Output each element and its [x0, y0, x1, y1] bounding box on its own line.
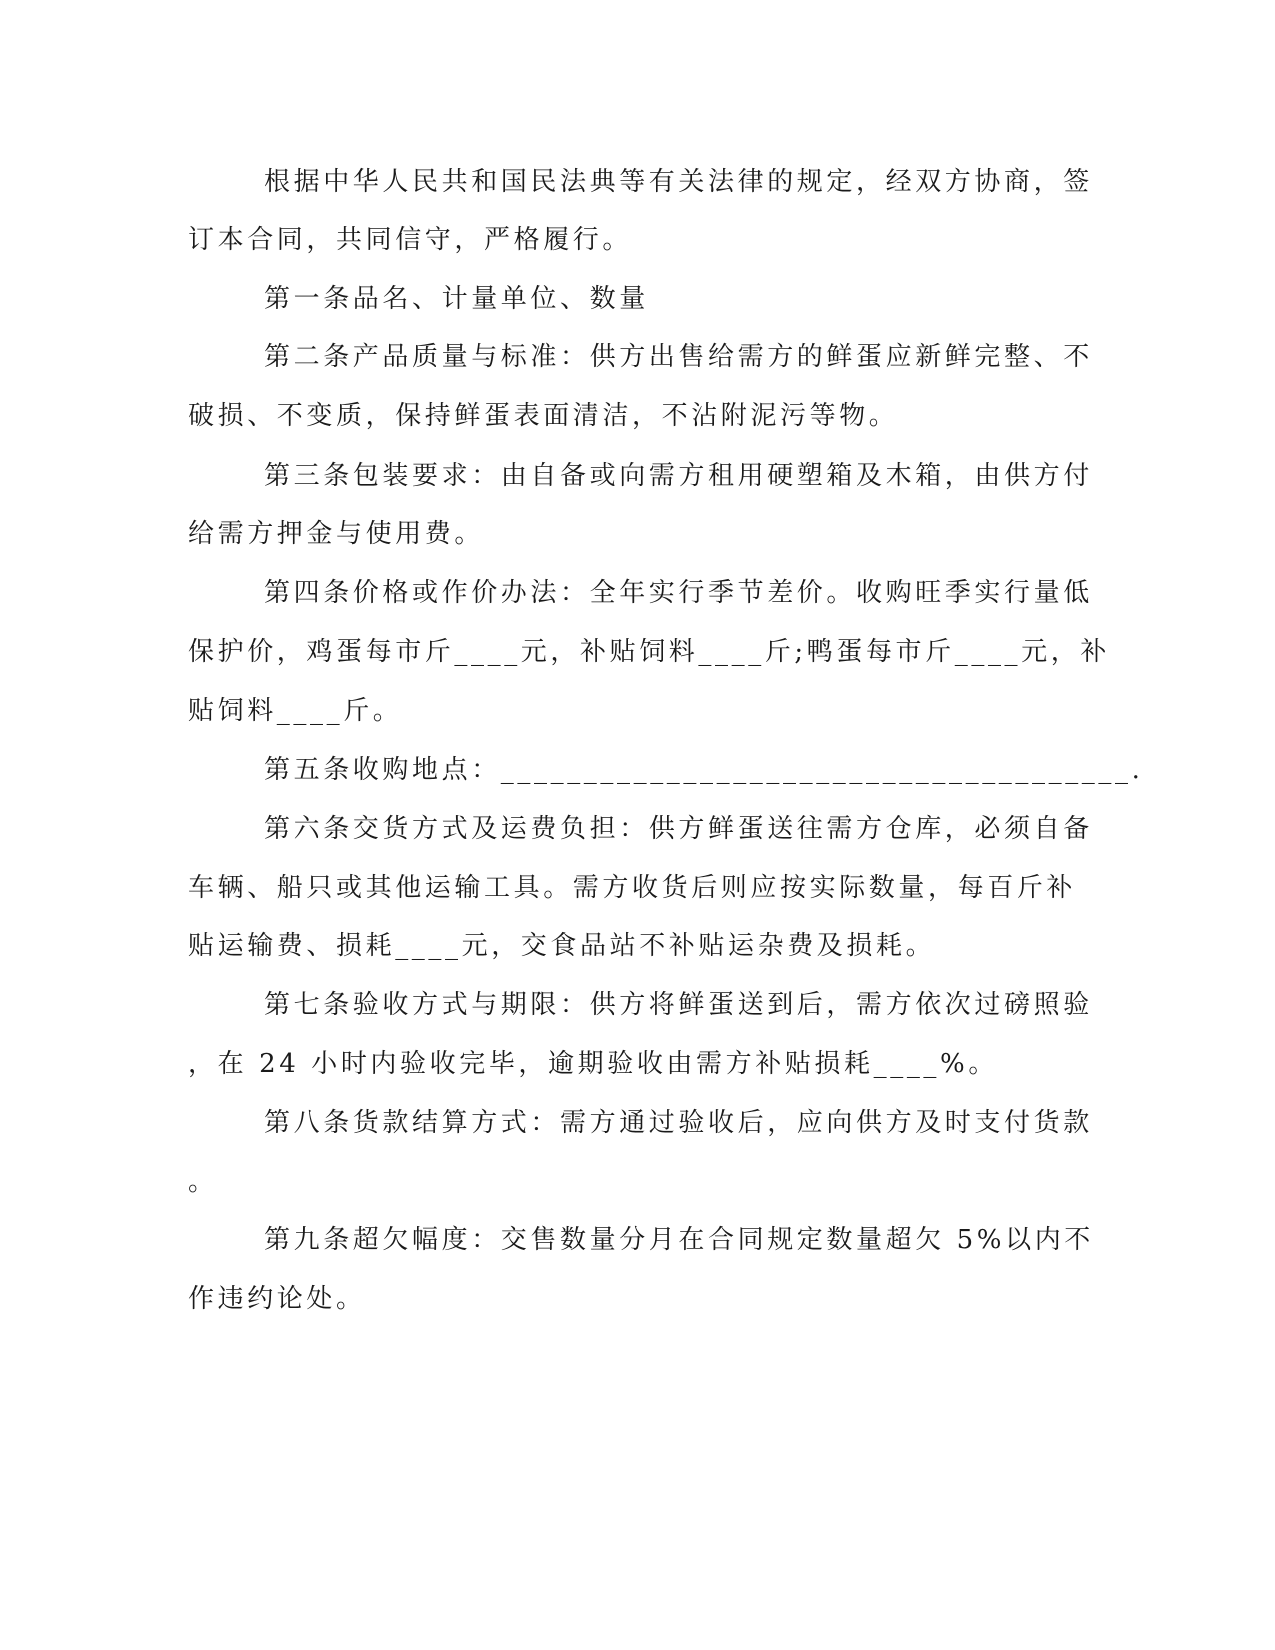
text-line: 第五条收购地点：______________________________________.: [264, 755, 1144, 785]
text-line: 。: [188, 1167, 218, 1197]
text-line: 第二条产品质量与标准：供方出售给需方的鲜蛋应新鲜完整、不: [264, 342, 1093, 372]
text-line: 保护价，鸡蛋每市斤____元，补贴饲料____斤;鸭蛋每市斤____元，补: [188, 637, 1110, 667]
text-line: 贴运输费、损耗____元，交食品站不补贴运杂费及损耗。: [188, 931, 936, 961]
text-line: 第八条货款结算方式：需方通过验收后，应向供方及时支付货款: [264, 1108, 1093, 1138]
text-line: 车辆、船只或其他运输工具。需方收货后则应按实际数量，每百斤补: [188, 873, 1077, 903]
text-line: 第三条包装要求：由自备或向需方租用硬塑箱及木箱，由供方付: [264, 461, 1093, 491]
text-line: 第六条交货方式及运费负担：供方鲜蛋送往需方仓库，必须自备: [264, 814, 1093, 844]
section-heading: 第一条品名、计量单位、数量: [264, 284, 649, 314]
text-line: ，在 24 小时内验收完毕，逾期验收由需方补贴损耗____%。: [188, 1049, 998, 1079]
text-line: 第四条价格或作价办法：全年实行季节差价。收购旺季实行量低: [264, 578, 1093, 608]
text-line: 给需方押金与使用费。: [188, 519, 485, 549]
text-line: 第九条超欠幅度：交售数量分月在合同规定数量超欠 5%以内不: [264, 1225, 1094, 1255]
text-line: 订本合同，共同信守，严格履行。: [188, 225, 633, 255]
text-line: 根据中华人民共和国民法典等有关法律的规定，经双方协商，签: [264, 167, 1093, 197]
text-line: 第七条验收方式与期限：供方将鲜蛋送到后，需方依次过磅照验: [264, 990, 1093, 1020]
text-line: 破损、不变质，保持鲜蛋表面清洁，不沾附泥污等物。: [188, 401, 899, 431]
text-line: 贴饲料____斤。: [188, 696, 403, 726]
text-line: 作违约论处。: [188, 1284, 366, 1314]
